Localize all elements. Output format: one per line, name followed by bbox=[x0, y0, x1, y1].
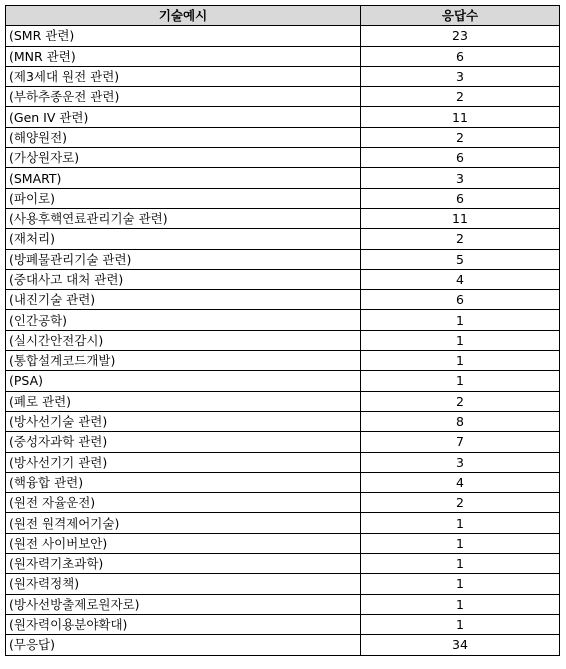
tech-example-cell: (중대사고 대처 관련) bbox=[6, 269, 361, 289]
table-row bbox=[6, 330, 560, 350]
tech-example-cell: (파이로) bbox=[6, 188, 361, 208]
response-table bbox=[5, 5, 560, 656]
tech-example-cell: (PSA) bbox=[6, 371, 361, 391]
tech-example-cell: (원자력기초과학) bbox=[6, 554, 361, 574]
response-count-cell: 4 bbox=[361, 472, 560, 492]
table-row bbox=[6, 290, 560, 310]
response-count-cell: 1 bbox=[361, 574, 560, 594]
response-count-cell: 5 bbox=[361, 249, 560, 269]
table-row bbox=[6, 594, 560, 614]
tech-example-cell: (원전 자율운전) bbox=[6, 493, 361, 513]
table-row bbox=[6, 432, 560, 452]
table-row bbox=[6, 635, 560, 655]
response-count-cell: 1 bbox=[361, 330, 560, 350]
table-row bbox=[6, 533, 560, 553]
table-row bbox=[6, 574, 560, 594]
table-row bbox=[6, 371, 560, 391]
table-row bbox=[6, 452, 560, 472]
response-count-cell: 1 bbox=[361, 554, 560, 574]
table-row bbox=[6, 513, 560, 533]
response-count-cell: 1 bbox=[361, 351, 560, 371]
table-row bbox=[6, 391, 560, 411]
tech-example-cell: (방사선방출제로원자로) bbox=[6, 594, 361, 614]
response-count-cell: 3 bbox=[361, 66, 560, 86]
tech-example-cell: (원자력이용분야확대) bbox=[6, 614, 361, 634]
response-count-cell: 6 bbox=[361, 148, 560, 168]
response-count-cell: 6 bbox=[361, 188, 560, 208]
response-count-cell: 1 bbox=[361, 533, 560, 553]
response-count-cell: 1 bbox=[361, 594, 560, 614]
table-row bbox=[6, 66, 560, 86]
response-count-cell: 1 bbox=[361, 310, 560, 330]
response-count-cell: 4 bbox=[361, 269, 560, 289]
table-row bbox=[6, 148, 560, 168]
header-tech-example: 기술예시 bbox=[6, 6, 361, 26]
table-row bbox=[6, 614, 560, 634]
table-row bbox=[6, 26, 560, 46]
response-count-cell: 2 bbox=[361, 87, 560, 107]
table-row bbox=[6, 554, 560, 574]
tech-example-cell: (무응답) bbox=[6, 635, 361, 655]
table-row bbox=[6, 493, 560, 513]
table-row bbox=[6, 87, 560, 107]
response-count-cell: 8 bbox=[361, 411, 560, 431]
response-count-cell: 7 bbox=[361, 432, 560, 452]
table-row bbox=[6, 269, 560, 289]
table-header-row bbox=[6, 6, 560, 26]
table-row bbox=[6, 188, 560, 208]
response-count-cell: 3 bbox=[361, 452, 560, 472]
response-count-cell: 2 bbox=[361, 391, 560, 411]
tech-example-cell: (방사선기술 관련) bbox=[6, 411, 361, 431]
tech-example-cell: (원자력정책) bbox=[6, 574, 361, 594]
tech-example-cell: (해양원전) bbox=[6, 127, 361, 147]
response-count-cell: 23 bbox=[361, 26, 560, 46]
table-row bbox=[6, 127, 560, 147]
response-count-cell: 6 bbox=[361, 290, 560, 310]
tech-example-cell: (내진기술 관련) bbox=[6, 290, 361, 310]
tech-example-cell: (사용후핵연료관리기술 관련) bbox=[6, 208, 361, 228]
tech-example-cell: (인간공학) bbox=[6, 310, 361, 330]
response-count-cell: 2 bbox=[361, 493, 560, 513]
table-row bbox=[6, 208, 560, 228]
table-row bbox=[6, 107, 560, 127]
header-response-count: 응답수 bbox=[361, 6, 560, 26]
table-body bbox=[6, 26, 560, 655]
response-count-cell: 1 bbox=[361, 371, 560, 391]
response-count-cell: 11 bbox=[361, 107, 560, 127]
response-count-cell: 1 bbox=[361, 614, 560, 634]
tech-example-cell: (MNR 관련) bbox=[6, 46, 361, 66]
tech-example-cell: (재처리) bbox=[6, 229, 361, 249]
response-count-cell: 2 bbox=[361, 229, 560, 249]
response-count-cell: 3 bbox=[361, 168, 560, 188]
response-count-cell: 34 bbox=[361, 635, 560, 655]
response-count-cell: 11 bbox=[361, 208, 560, 228]
tech-example-cell: (핵융합 관련) bbox=[6, 472, 361, 492]
table-row bbox=[6, 249, 560, 269]
tech-example-cell: (제3세대 원전 관련) bbox=[6, 66, 361, 86]
table-row bbox=[6, 472, 560, 492]
tech-example-cell: (중성자과학 관련) bbox=[6, 432, 361, 452]
table-row bbox=[6, 351, 560, 371]
tech-example-cell: (통합설계코드개발) bbox=[6, 351, 361, 371]
tech-example-cell: (방폐물관리기술 관련) bbox=[6, 249, 361, 269]
tech-example-cell: (실시간안전감시) bbox=[6, 330, 361, 350]
tech-example-cell: (Gen IV 관련) bbox=[6, 107, 361, 127]
table-row bbox=[6, 46, 560, 66]
table-row bbox=[6, 310, 560, 330]
table-row bbox=[6, 229, 560, 249]
table-row bbox=[6, 411, 560, 431]
tech-example-cell: (원전 사이버보안) bbox=[6, 533, 361, 553]
tech-example-cell: (SMART) bbox=[6, 168, 361, 188]
tech-example-cell: (부하추종운전 관련) bbox=[6, 87, 361, 107]
response-table-container bbox=[5, 5, 559, 656]
response-count-cell: 1 bbox=[361, 513, 560, 533]
tech-example-cell: (폐로 관련) bbox=[6, 391, 361, 411]
tech-example-cell: (가상원자로) bbox=[6, 148, 361, 168]
tech-example-cell: (방사선기기 관련) bbox=[6, 452, 361, 472]
tech-example-cell: (원전 원격제어기술) bbox=[6, 513, 361, 533]
table-row bbox=[6, 168, 560, 188]
response-count-cell: 2 bbox=[361, 127, 560, 147]
response-count-cell: 6 bbox=[361, 46, 560, 66]
tech-example-cell: (SMR 관련) bbox=[6, 26, 361, 46]
